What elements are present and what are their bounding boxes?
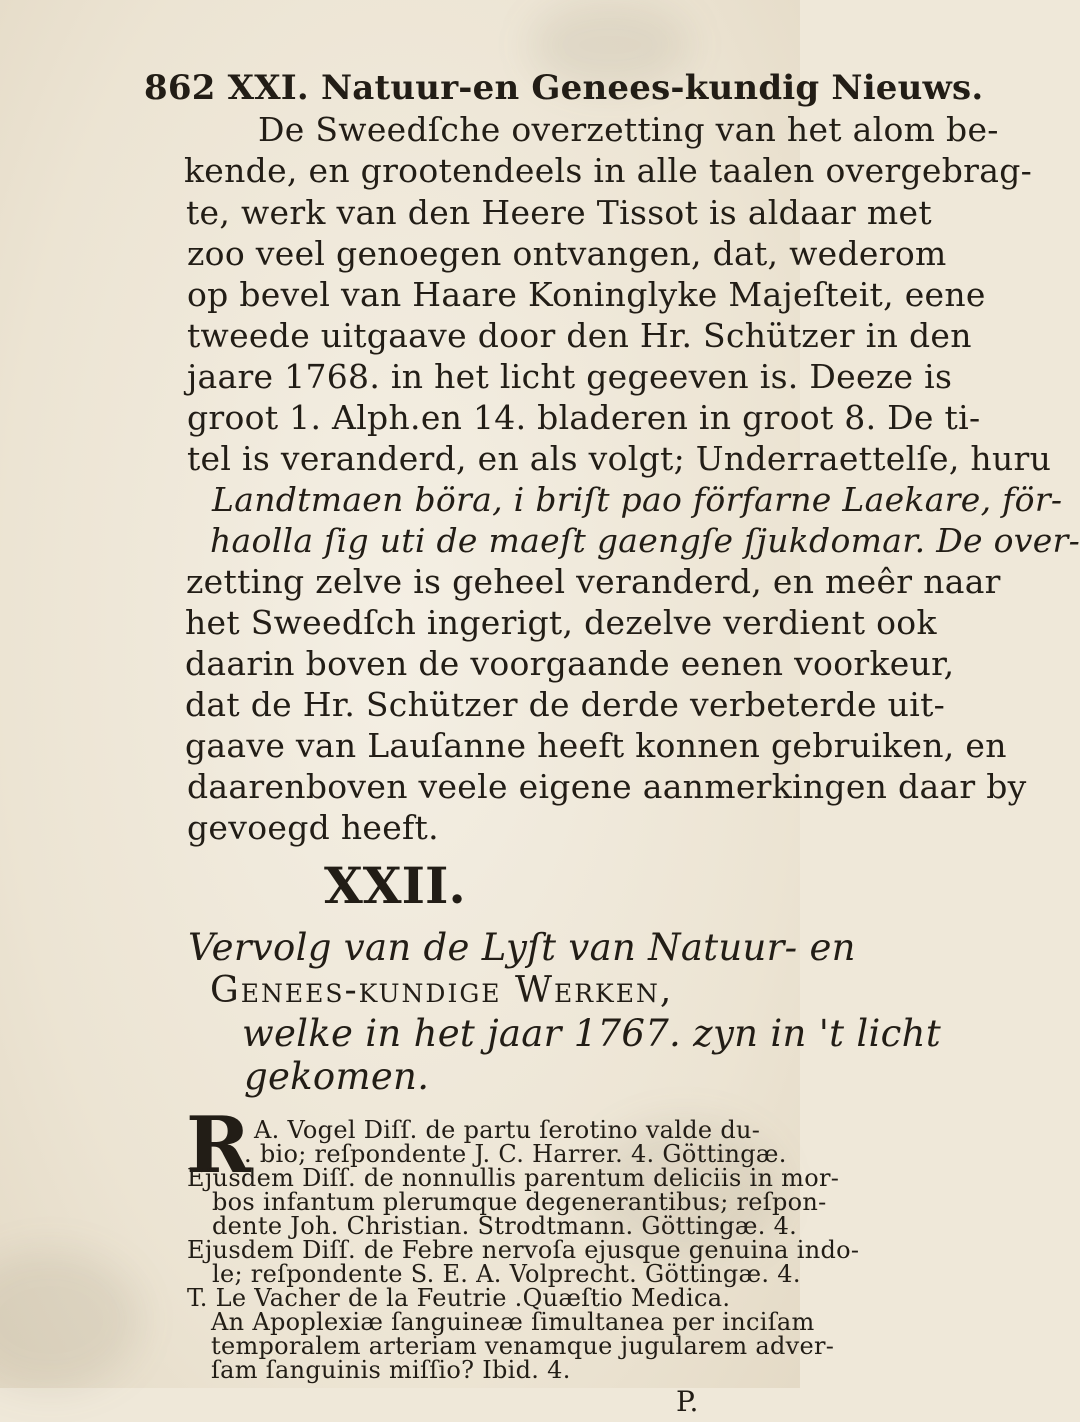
paragraph-line: zetting zelve is geheel veranderd, en meêr naar bbox=[186, 562, 1001, 601]
paragraph-line: dat de Hr. Schützer de derde verbeterde uit- bbox=[185, 685, 946, 724]
paragraph-line: Landtmaen böra, i briſt pao förfarne Laekare, för- bbox=[212, 480, 1063, 519]
paragraph-line: groot 1. Alph.en 14. bladeren in groot 8. De ti- bbox=[187, 398, 981, 437]
paragraph-line: gaave van Lauſanne heeft konnen gebruiken, en bbox=[185, 726, 1007, 765]
section-title-line: gekomen. bbox=[244, 1055, 430, 1098]
paragraph-line: daarin boven de voorgaande eenen voorkeur, bbox=[185, 644, 955, 683]
section-title-line: Vervolg van de Lyſt van Natuur- en bbox=[188, 926, 856, 969]
bibliography-line: An Apoplexiæ ſanguineæ ſimultanea per inciſam bbox=[211, 1308, 815, 1336]
running-head: 862 XXI. Natuur-en Genees-kundig Nieuws. bbox=[144, 68, 984, 108]
bibliography-line: A. Vogel Diſſ. de partu ſerotino valde du- bbox=[254, 1116, 761, 1144]
paragraph-line: tel is veranderd, en als volgt; Underraettelſe, huru bbox=[187, 439, 1052, 478]
bibliography-line: le; reſpondente S. E. A. Volprecht. Göttingæ. 4. bbox=[212, 1260, 801, 1288]
paper-stain bbox=[0, 1250, 140, 1390]
bibliography-line: Ejusdem Diſſ. de nonnullis parentum deliciis in mor- bbox=[187, 1164, 840, 1192]
paragraph-line: kende, en grootendeels in alle taalen overgebrag- bbox=[184, 151, 1033, 190]
bibliography-line: ſam ſanguinis miſſio? Ibid. 4. bbox=[211, 1356, 571, 1384]
catchword: P. bbox=[676, 1385, 699, 1418]
drop-cap: R bbox=[186, 1100, 251, 1191]
section-number: XXII. bbox=[324, 856, 466, 915]
paragraph-line: te, werk van den Heere Tissot is aldaar met bbox=[186, 193, 932, 232]
bibliography-line: Ejusdem Diſſ. de Febre nervoſa ejusque genuina indo- bbox=[187, 1236, 860, 1264]
paragraph-line: tweede uitgaave door den Hr. Schützer in den bbox=[187, 316, 972, 355]
bibliography-line: . bio; reſpondente J. C. Harrer. 4. Göttingæ. bbox=[244, 1140, 787, 1168]
bibliography-line: T. Le Vacher de la Feutrie .Quæſtio Medica. bbox=[187, 1284, 731, 1312]
section-title-line: welke in het jaar 1767. zyn in 't licht bbox=[242, 1012, 941, 1055]
paragraph-line: zoo veel genoegen ontvangen, dat, wederom bbox=[187, 234, 947, 273]
section-title-line: Genees-kundige Werken, bbox=[210, 970, 674, 1011]
bibliography-line: dente Joh. Christian. Strodtmann. Göttingæ. 4. bbox=[212, 1212, 798, 1240]
paragraph-line: haolla ſig uti de maeſt gaengſe ſjukdomar. De over- bbox=[210, 521, 1080, 560]
paragraph-line: op bevel van Haare Koninglyke Majeſteit, eene bbox=[187, 275, 986, 314]
paragraph-line: De Sweedſche overzetting van het alom be- bbox=[258, 110, 999, 149]
paragraph-line: jaare 1768. in het licht gegeeven is. Deeze is bbox=[187, 357, 953, 396]
paragraph-line: daarenboven veele eigene aanmerkingen daar by bbox=[187, 767, 1027, 806]
paragraph-line: het Sweedſch ingerigt, dezelve verdient ook bbox=[185, 603, 937, 642]
bibliography-line: temporalem arteriam venamque jugularem adver- bbox=[211, 1332, 835, 1360]
paragraph-line: gevoegd heeft. bbox=[187, 808, 439, 847]
bibliography-line: bos infantum plerumque degenerantibus; reſpon- bbox=[212, 1188, 827, 1216]
